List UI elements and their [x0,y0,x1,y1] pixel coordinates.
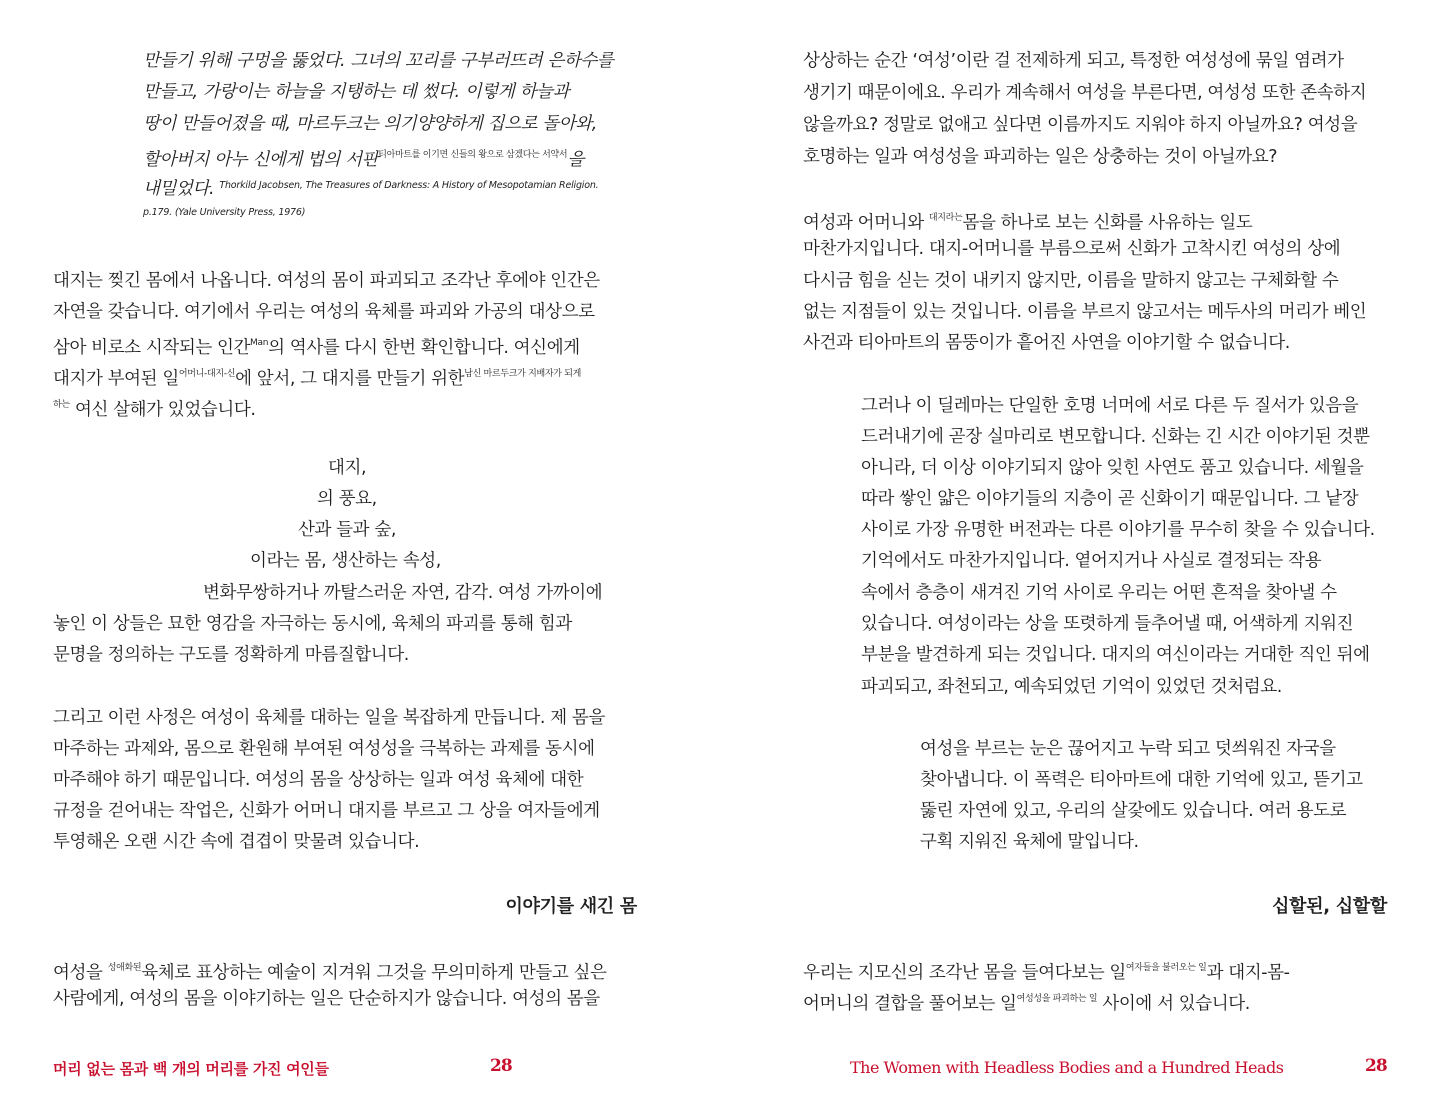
left-page [0,0,720,1111]
text-line: 삼아 비로소 시작되는 인간$^{Man}$의 역사를 다시 한번 확인합니다. 여신에게 [53,338,580,358]
running-footer-title: The Women with Headless Bodies and a Hundred Heads [850,1058,1284,1077]
section-heading: 이야기를 새긴 몸 [505,896,637,917]
quote-line: 내밀었다. $^{Thorkild Jacobsen, The Treasures of Darkness: A History of Mesopotamian Religion.}$ [143,179,599,199]
poem-line: 대지, [328,458,367,478]
text-line: 부분을 발견하게 되는 것입니다. 대지의 여신이라는 거대한 직인 뒤에 [861,645,1370,665]
footnote-superscript: 하는 [53,400,70,410]
text-line: 없는 지점들이 있는 것입니다. 이름을 부르지 않고서는 메두사의 머리가 베인 [803,302,1367,322]
text-line: 기억에서도 마찬가지입니다. 옅어지거나 사실로 결정되는 작용 [861,551,1322,571]
text-line: 그러나 이 딜레마는 단일한 호명 너머에 서로 다른 두 질서가 있음을 [861,396,1359,416]
text-line: 다시금 힘을 싣는 것이 내키지 않지만, 이름을 말하지 않고는 구체화할 수 [803,271,1339,291]
text-line: 문명을 정의하는 구도를 정확하게 마름질합니다. [53,645,409,665]
right-page [720,0,1441,1111]
text-line: 어머니의 결합을 풀어보는 일$^{여성성을 파괴하는 일}$ 사이에 서 있습니다. [803,994,1250,1014]
poem-line: 의 풍요, [317,489,377,509]
quote-line: 만들고, 가랑이는 하늘을 지탱하는 데 썼다. 이렇게 하늘과 [143,82,570,102]
text-line: $^{하는}$ 여신 살해가 있었습니다. [53,400,256,420]
text-line: 뚫린 자연에 있고, 우리의 살갗에도 있습니다. 여러 용도로 [920,801,1347,821]
footnote-superscript: 어머니-대지-신 [178,369,236,379]
text-line: 대지가 부여된 일$^{어머니-대지-신}$에 앞서, 그 대지를 만들기 위한$^{남신 마르두크가 지배자가 되게}$ [53,369,581,389]
text-line: 않을까요? 정말로 없애고 싶다면 이름까지도 지워야 하지 아닐까요? 여성을 [803,115,1358,135]
page-number: 28 [1365,1056,1387,1076]
poem-line: 산과 들과 숲, [298,520,397,540]
text-line: 자연을 갖습니다. 여기에서 우리는 여성의 육체를 파괴와 가공의 대상으로 [53,302,595,322]
quote-line: 할아버지 아누 신에게 법의 서판$^{티아마트를 이기면 신들의 왕으로 삼겠다는 서약서}$을 [143,150,584,170]
footnote-superscript: 성애화된 [107,963,142,973]
text-line: 파괴되고, 좌천되고, 예속되었던 기억이 있었던 것처럼요. [861,677,1282,697]
text-line: 생기기 때문이에요. 우리가 계속해서 여성을 부른다면, 여성성 또한 존속하지 [803,83,1367,103]
text-line: 마주해야 하기 때문입니다. 여성의 몸을 상상하는 일과 여성 육체에 대한 [53,770,584,790]
text-line: 투영해온 오랜 시간 속에 겹겹이 맞물려 있습니다. [53,832,420,852]
text-line: 상상하는 순간 ‘여성’이란 걸 전제하게 되고, 특정한 여성성에 묶일 염려가 [803,51,1344,71]
text-line: 우리는 지모신의 조각난 몸을 들여다보는 일$^{여자들을 불러오는 일}$과 대지-몸- [803,963,1290,983]
text-line: 따라 쌓인 얇은 이야기들의 지층이 곧 신화이기 때문입니다. 그 낱장 [861,489,1359,509]
text-line: 여성을 $^{성애화된}$육체로 표상하는 예술이 지겨워 그것을 무의미하게 만들고 싶은 [53,963,607,983]
text-line: 있습니다. 여성이라는 상을 또렷하게 들추어낼 때, 어색하게 지워진 [861,614,1354,634]
text-line: 마찬가지입니다. 대지-어머니를 부름으로써 신화가 고착시킨 여성의 상에 [803,239,1341,259]
footnote-superscript: 티아마트를 이기면 신들의 왕으로 삼겠다는 서약서 [378,150,568,160]
poem-line: 변화무쌍하거나 까탈스러운 자연, 감각. 여성 가까이에 [203,583,603,603]
text-line: 호명하는 일과 여성성을 파괴하는 일은 상충하는 것이 아닐까요? [803,147,1278,167]
text-line: 사이로 가장 유명한 버전과는 다른 이야기를 무수히 찾을 수 있습니다. [861,520,1375,540]
page-number: 28 [490,1056,512,1076]
footnote-superscript: 대지라는 [928,213,963,223]
text-line: 속에서 층층이 새겨진 기억 사이로 우리는 어떤 흔적을 찾아낼 수 [861,583,1337,603]
quote-line: 만들기 위해 구멍을 뚫었다. 그녀의 꼬리를 구부러뜨려 은하수를 [143,51,614,71]
text-line: 대지는 찢긴 몸에서 나옵니다. 여성의 몸이 파괴되고 조각난 후에야 인간은 [53,271,600,291]
text-line: 사건과 티아마트의 몸뚱이가 흩어진 사연을 이야기할 수 없습니다. [803,333,1290,353]
text-line: 찾아냅니다. 이 폭력은 티아마트에 대한 기억에 있고, 뜯기고 [920,770,1363,790]
footnote-superscript: 여자들을 불러오는 일 [1125,963,1207,973]
text-line: 그리고 이런 사정은 여성이 육체를 대하는 일을 복잡하게 만듭니다. 제 몸을 [53,708,605,728]
text-line: 드러내기에 곧장 실마리로 변모합니다. 신화는 긴 시간 이야기된 것뿐 [861,427,1370,447]
footnote-superscript: Man [250,338,269,348]
section-heading: 십할된, 십할할 [1271,896,1387,917]
text-line: 규정을 걷어내는 작업은, 신화가 어머니 대지를 부르고 그 상을 여자들에게 [53,801,600,821]
text-line: 마주하는 과제와, 몸으로 환원해 부여된 여성성을 극복하는 과제를 동시에 [53,739,595,759]
text-line: 아니라, 더 이상 이야기되지 않아 잊힌 사연도 품고 있습니다. 세월을 [861,458,1364,478]
running-footer-title: 머리 없는 몸과 백 개의 머리를 가진 여인들 [53,1060,329,1078]
text-line: 놓인 이 상들은 묘한 영감을 자극하는 동시에, 육체의 파괴를 통해 힘과 [53,614,572,634]
citation: p.179. (Yale University Press, 1976) [143,207,306,218]
text-line: 구획 지워진 육체에 말입니다. [920,832,1139,852]
text-line: 여성과 어머니와 $^{대지라는}$몸을 하나로 보는 신화를 사유하는 일도 [803,213,1253,233]
text-line: 여성을 부르는 눈은 끊어지고 누락 되고 덧씌워진 자국을 [920,739,1336,759]
quote-line: 땅이 만들어졌을 때, 마르두크는 의기양양하게 집으로 돌아와, [143,114,597,134]
poem-line: 이라는 몸, 생산하는 속성, [250,551,441,571]
footnote-superscript: 여성성을 파괴하는 일 [1016,994,1098,1004]
citation: Thorkild Jacobsen, The Treasures of Darkness: A History of Mesopotamian Religion. [219,180,599,191]
text-line: 사람에게, 여성의 몸을 이야기하는 일은 단순하지가 않습니다. 여성의 몸을 [53,989,600,1009]
footnote-superscript: 남신 마르두크가 지배자가 되게 [464,369,581,379]
